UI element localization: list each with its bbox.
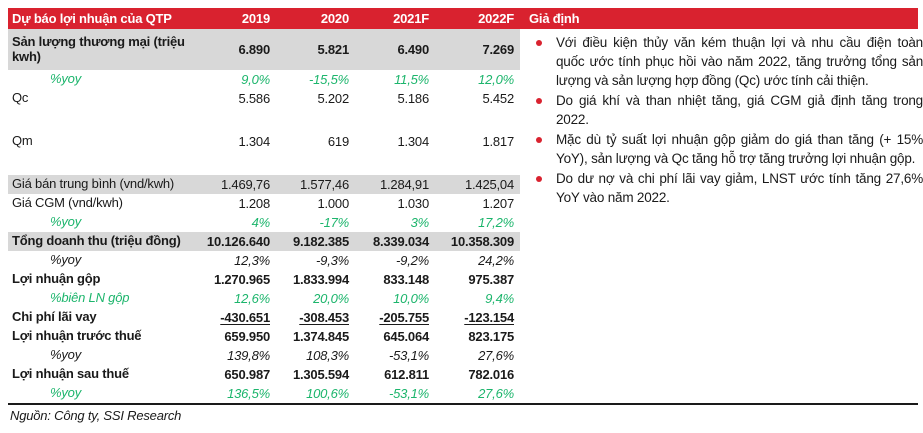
row-value-2020: -17% [319, 215, 349, 230]
table-row [8, 327, 520, 346]
column-header-2021f: 2021F [393, 11, 429, 26]
row-label: Lợi nhuận trước thuế [12, 328, 142, 344]
row-label: %yoy [50, 214, 81, 230]
table-row [8, 213, 520, 232]
column-header-2022f: 2022F [478, 11, 514, 26]
row-value-2019: 136,5% [227, 386, 270, 401]
row-value-2021f: 1.284,91 [379, 177, 429, 192]
forecast-table [8, 29, 520, 403]
row-value-2019: 1.304 [238, 134, 270, 149]
assumptions-title: Giả định [529, 11, 580, 26]
row-value-2021f: 6.490 [397, 42, 429, 57]
row-value-2020: 1.577,46 [299, 177, 349, 192]
row-label: Giá CGM (vnd/kwh) [12, 195, 123, 211]
row-value-2019: 1.270.965 [213, 272, 270, 287]
row-value-2021f: 10,0% [393, 291, 429, 306]
row-value-2021f: -53,1% [389, 386, 429, 401]
table-row [8, 289, 520, 308]
row-value-2021f: -53,1% [389, 348, 429, 363]
row-label: Tổng doanh thu (triệu đồng) [12, 233, 181, 249]
row-value-2019: 6.890 [238, 42, 270, 57]
row-value-2022f: 17,2% [478, 215, 514, 230]
table-row [8, 132, 520, 151]
row-value-2021f: 1.030 [397, 196, 429, 211]
row-value-2020: 108,3% [306, 348, 349, 363]
row-value-2022f: 975.387 [468, 272, 514, 287]
row-value-2022f: 27,6% [478, 348, 514, 363]
table-row [8, 384, 520, 403]
assumption-item [527, 33, 923, 90]
row-value-2022f: 7.269 [482, 42, 514, 57]
assumption-text: Do dư nợ và chi phí lãi vay giảm, LNST ước tính tăng 27,6% YoY vào năm 2022. [556, 171, 923, 205]
row-value-2020: 1.374.845 [292, 329, 349, 344]
row-value-2019: 659.950 [224, 329, 270, 344]
row-value-2020: 100,6% [306, 386, 349, 401]
row-value-2022f: 1.207 [482, 196, 514, 211]
row-value-2021f: 5.186 [397, 91, 429, 106]
row-value-2022f: 27,6% [478, 386, 514, 401]
row-value-2019: 12,6% [234, 291, 270, 306]
row-value-2020: 5.821 [317, 42, 349, 57]
assumption-item [527, 130, 923, 168]
assumption-item [527, 91, 923, 129]
row-label: Qm [12, 133, 33, 149]
assumption-text: Do giá khí và than nhiệt tăng, giá CGM giả định tăng trong 2022. [556, 93, 923, 127]
row-value-2022f: -123.154 [464, 310, 514, 325]
row-value-2022f: 12,0% [478, 72, 514, 87]
row-value-2019: 5.586 [238, 91, 270, 106]
row-label: Lợi nhuận gộp [12, 271, 101, 287]
row-value-2022f: 10.358.309 [450, 234, 514, 249]
row-value-2020: 1.305.594 [292, 367, 349, 382]
table-row [8, 365, 520, 384]
row-label: %yoy [50, 71, 81, 87]
table-row [8, 29, 520, 70]
table-title: Dự báo lợi nhuận của QTP [12, 11, 172, 26]
table-row [8, 308, 520, 327]
row-value-2020: 5.202 [317, 91, 349, 106]
row-value-2020: 20,0% [313, 291, 349, 306]
row-value-2019: 10.126.640 [206, 234, 270, 249]
table-row [8, 251, 520, 270]
row-value-2021f: 8.339.034 [372, 234, 429, 249]
row-value-2021f: -205.755 [379, 310, 429, 325]
row-value-2020: 1.000 [317, 196, 349, 211]
row-value-2022f: 24,2% [478, 253, 514, 268]
bullet-icon [536, 176, 542, 182]
row-value-2020: 9.182.385 [292, 234, 349, 249]
table-row [8, 270, 520, 289]
table-row [8, 194, 520, 213]
row-value-2019: 4% [251, 215, 270, 230]
row-value-2021f: 612.811 [384, 367, 429, 382]
bullet-icon [536, 98, 542, 104]
assumption-item [527, 169, 923, 207]
table-row [8, 232, 520, 251]
row-value-2022f: 1.425,04 [464, 177, 514, 192]
row-label: %yoy [50, 252, 81, 268]
row-label: Chi phí lãi vay [12, 309, 97, 325]
bullet-icon [536, 137, 542, 143]
row-value-2019: 9,0% [241, 72, 270, 87]
row-value-2020: -9,3% [316, 253, 349, 268]
row-value-2022f: 1.817 [482, 134, 514, 149]
table-row [8, 89, 520, 108]
table-header-bar [8, 8, 918, 29]
row-value-2022f: 782.016 [468, 367, 514, 382]
source-note: Nguồn: Công ty, SSI Research [10, 408, 182, 423]
bottom-rule [8, 403, 918, 405]
row-value-2022f: 9,4% [485, 291, 514, 306]
column-header-2019: 2019 [241, 11, 270, 26]
row-value-2021f: 1.304 [397, 134, 429, 149]
row-value-2020: 1.833.994 [292, 272, 349, 287]
row-label: %yoy [50, 385, 81, 401]
row-label: Qc [12, 90, 29, 106]
table-row [8, 175, 520, 194]
assumptions-list [527, 29, 923, 403]
table-row [8, 151, 520, 175]
row-value-2020: -308.453 [299, 310, 349, 325]
row-label: Giá bán trung bình (vnd/kwh) [12, 176, 175, 192]
row-value-2019: 12,3% [234, 253, 270, 268]
row-label: %biên LN gộp [50, 290, 130, 306]
column-header-2020: 2020 [320, 11, 349, 26]
row-value-2020: -15,5% [309, 72, 349, 87]
row-value-2022f: 823.175 [468, 329, 514, 344]
row-value-2019: 139,8% [227, 348, 270, 363]
row-value-2021f: 645.064 [383, 329, 429, 344]
row-value-2020: 619 [327, 134, 349, 149]
row-value-2021f: 11,5% [394, 72, 429, 87]
row-value-2019: -430.651 [220, 310, 270, 325]
row-value-2021f: -9,2% [396, 253, 429, 268]
table-row [8, 346, 520, 365]
bullet-icon [536, 40, 542, 46]
row-label: %yoy [50, 347, 81, 363]
row-value-2019: 1.208 [238, 196, 270, 211]
assumption-text: Với điều kiện thủy văn kém thuận lợi và nhu cầu điện toàn quốc ước tính phục hồi vào năm 2022, tăng trưởng tổng sản lượng và sản lượng hợp đồng (Qc) ước tính cải thiện. [556, 35, 923, 88]
row-label: Lợi nhuận sau thuế [12, 366, 129, 382]
row-value-2022f: 5.452 [482, 91, 514, 106]
row-value-2019: 1.469,76 [220, 177, 270, 192]
table-row [8, 108, 520, 132]
row-value-2021f: 833.148 [383, 272, 429, 287]
assumption-text: Mặc dù tỷ suất lợi nhuận gộp giảm do giá than tăng (+ 15% YoY), sản lượng và Qc tăng hỗ trợ tăng trưởng lợi nhuận gộp. [556, 132, 923, 166]
table-row [8, 70, 520, 89]
row-value-2019: 650.987 [224, 367, 270, 382]
row-label: Sản lượng thương mại (triệu kwh) [12, 33, 185, 64]
content-area [8, 29, 923, 403]
row-value-2021f: 3% [410, 215, 429, 230]
